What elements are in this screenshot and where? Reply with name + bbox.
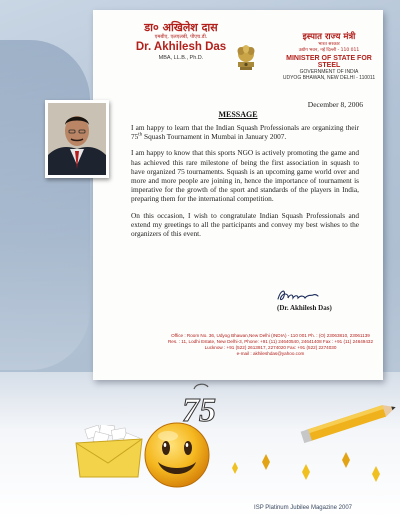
portrait-image [48, 103, 106, 175]
paragraph-1-part-b: Squash Tournament in Mumbai in January 2007. [142, 132, 287, 142]
paragraph-1 [131, 123, 359, 141]
sparkle-stars-decoration [222, 448, 392, 488]
english-degrees: MBA, LL.B., Ph.D. [158, 55, 204, 61]
message-letter [93, 10, 383, 380]
hindi-ministry-title: इस्पात राज्य मंत्री [302, 32, 356, 42]
footer-residence-line: Res. : 11, Lodhi Estate, New Delhi-3, Phone: +91 (11) 24640540, 24641408 Fax : +91 (11) 24649432 [167, 339, 374, 344]
handwritten-signature [275, 286, 321, 304]
envelope-icon [72, 425, 146, 479]
letter-footer [163, 333, 378, 357]
letter-body [131, 123, 359, 245]
seventy-five-text: 75 [182, 392, 216, 429]
magazine-footer: ISP Platinum Jubilee Magazine 2007 [254, 505, 352, 511]
hindi-govt-line: भारत सरकार [318, 42, 340, 47]
minister-title: MINISTER OF STATE FOR STEEL [286, 55, 372, 69]
english-name: Dr. Akhilesh Das [135, 41, 227, 53]
footer-email-line: e-mail : akhileshdas@yahoo.com [236, 351, 305, 356]
footer-office-line: Office : Room No. 36, Udyog Bhawan,New Delhi (INDIA) - 110 001 Ph. : (O) 23063810, 23061139 [171, 333, 370, 338]
government-line: GOVERNMENT OF INDIA [299, 69, 359, 75]
smiley-face-icon [142, 420, 212, 490]
paragraph-3: On this occasion, I wish to congratulate Indian Squash Professionals and extend my greetings to all the participants and convey my best wishes to the organizers of this event. [131, 210, 359, 239]
paragraph-1-part-a: I am happy to learn that the Indian Squash Professionals are organizing their 75 [131, 123, 359, 142]
ordinal-suffix: th [138, 132, 143, 138]
signatory-name: (Dr. Akhilesh Das) [277, 304, 332, 312]
hindi-address-line: उद्योग भवन, नई दिल्ली - 110 011 [298, 48, 360, 53]
address-line: UDYOG BHAWAN, NEW DELHI - 110011 [282, 75, 376, 81]
pencil-decoration [300, 392, 400, 452]
portrait-photo [45, 100, 109, 178]
national-emblem-icon [235, 40, 257, 72]
hindi-degrees: एमबीए, एलएलबी, पीएच.डी. [154, 34, 208, 40]
background-swoosh [0, 40, 90, 370]
paragraph-2: I am happy to know that this sports NGO is actively promoting the game and has achieved this rare milestone of being the first association in squash to have organized 75 tournaments. Squash is an upcoming game world over and more and more people are joining in, hence the importance of tournament is imperative for the growth of the sport and standards of the players in India, preparing them for the international competition. [131, 148, 359, 204]
ministry-block [279, 31, 379, 81]
letter-date: December 8, 2006 [307, 100, 363, 109]
hindi-name: डा० अखिलेश दास [144, 21, 218, 34]
footer-lucknow-line: Lucknow : +91 (522) 2613917, 2274020 Fax: +91 (522) 2274030 [204, 345, 337, 350]
letter-heading: MESSAGE [218, 110, 258, 119]
